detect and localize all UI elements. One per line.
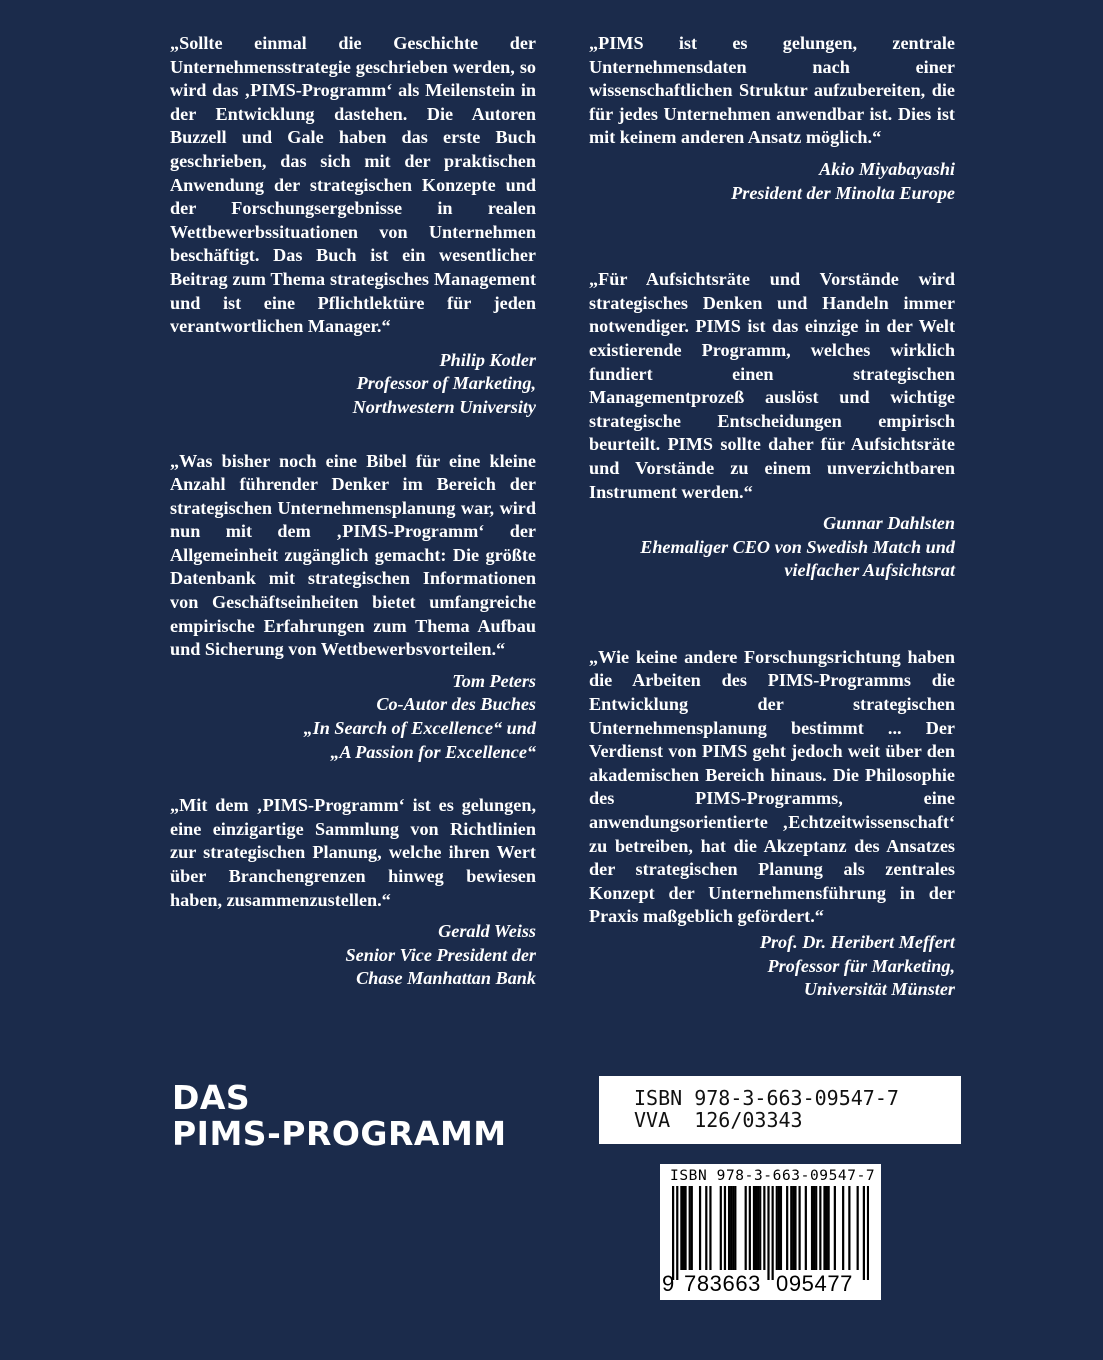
barcode-bar bbox=[682, 1186, 684, 1270]
barcode-bar bbox=[684, 1186, 686, 1270]
barcode-bar bbox=[672, 1186, 674, 1280]
attribution-line: Professor für Marketing, bbox=[767, 955, 955, 976]
right-column bbox=[589, 32, 955, 1002]
barcode-bar bbox=[805, 1186, 807, 1270]
attribution-line: President der Minolta Europe bbox=[731, 182, 955, 203]
barcode-bar bbox=[823, 1186, 825, 1270]
quote-block-weiss bbox=[170, 794, 536, 991]
quote-text: „Was bisher noch eine Bibel für eine kleine Anzahl führender Denker im Bereich der strategischen Unternehmensplanung war, wird nun mit dem ‚PIMS-Programm‘ der Allgemeinheit zugänglich gemacht: Die größte Datenbank mit strategischen Informationen von Geschäftseinheiten bietet umfangreiche empirische Erfahrungen zum Thema Aufbau und Sicherung von Wettbewerbsvorteilen.“ bbox=[170, 450, 536, 660]
vva-code: VVA 126/03343 bbox=[634, 1108, 803, 1132]
barcode-bar bbox=[772, 1186, 774, 1280]
quote-block-peters bbox=[170, 450, 536, 765]
barcode-bar bbox=[780, 1186, 782, 1270]
quote-attribution bbox=[170, 920, 536, 991]
barcode-bar bbox=[691, 1186, 693, 1270]
isbn-text: ISBN 978-3-663-09547-7 bbox=[634, 1086, 899, 1110]
quote-attribution bbox=[170, 349, 536, 420]
barcode-bar bbox=[786, 1186, 788, 1270]
barcode-bar bbox=[709, 1186, 711, 1270]
quote-attribution bbox=[170, 670, 536, 764]
barcode-bar bbox=[680, 1186, 682, 1270]
attribution-line: Chase Manhattan Bank bbox=[356, 968, 536, 989]
barcode-bar bbox=[749, 1186, 751, 1270]
attribution-line: Co-Autor des Buches bbox=[376, 694, 536, 715]
quote-attribution bbox=[589, 512, 955, 583]
book-title bbox=[172, 1080, 507, 1152]
quote-text: „PIMS ist es gelungen, zentrale Unternehmensdaten nach einer wissenschaftlichen Struktur aufzubereiten, die für jedes Unternehmen anwendbar ist. Dies ist mit keinem anderen Ansatz möglich.“ bbox=[589, 33, 955, 148]
attribution-line: Senior Vice President der bbox=[345, 944, 536, 965]
barcode-bar bbox=[763, 1186, 765, 1270]
attribution-name: Akio Miyabayashi bbox=[819, 158, 955, 179]
attribution-line: Northwestern University bbox=[352, 396, 536, 417]
barcode-bar bbox=[794, 1186, 796, 1270]
barcode-bar bbox=[790, 1186, 792, 1270]
left-column bbox=[170, 32, 536, 991]
barcode-first-digit: 9 bbox=[662, 1271, 675, 1296]
attribution-line: „In Search of Excellence“ und bbox=[303, 718, 536, 739]
barcode-bar bbox=[720, 1186, 722, 1270]
attribution-name: Gerald Weiss bbox=[438, 921, 536, 942]
quote-block-dahlsten bbox=[589, 268, 955, 583]
quote-block-meffert bbox=[589, 646, 955, 1002]
barcode-bar bbox=[819, 1186, 821, 1270]
barcode-bar bbox=[759, 1186, 761, 1270]
attribution-name: Gunnar Dahlsten bbox=[823, 513, 955, 534]
barcode-bar bbox=[676, 1186, 678, 1280]
quote-block-miyabayashi bbox=[589, 32, 955, 205]
quote-attribution bbox=[589, 158, 955, 205]
book-title-line1: DAS bbox=[172, 1078, 251, 1117]
barcode-bar bbox=[813, 1186, 815, 1270]
quote-text: „Sollte einmal die Geschichte der Unternehmensstrategie geschrieben werden, so wird das ‚PIMS-Programm‘ als Meilenstein in der Entwicklung dastehen. Die Autoren Buzzell und Gale haben das erste Buch geschrieben, das sich mit der praktischen Anwendung der strategischen Konzepte und der Forschungsergebnisse in realen Wettbewerbssituationen von Unternehmen beschäftigt. Das Buch ist ein wesentlicher Beitrag zum Thema strategisches Management und ist eine Pflichtlektüre für jeden verantwortlichen Manager.“ bbox=[170, 33, 536, 337]
barcode-bar bbox=[834, 1186, 836, 1270]
barcode-bar bbox=[848, 1186, 850, 1270]
barcode-bar bbox=[792, 1186, 794, 1270]
barcode-bar bbox=[728, 1186, 730, 1270]
attribution-name: Philip Kotler bbox=[439, 349, 536, 370]
barcode-bar bbox=[767, 1186, 769, 1280]
barcode-bar bbox=[753, 1186, 755, 1270]
quote-text: „Für Aufsichtsräte und Vorstände wird strategisches Denken und Handeln immer notwendiger. PIMS ist das einzige in der Welt existierende Programm, welches wirklich fundiert einen strategischen Managementprozeß auslöst und wichtige strategische Entscheidungen empirisch beurteilt. PIMS sollte daher für Aufsichtsräte und Vorstände zu einem unverzichtbaren Instrument werden.“ bbox=[589, 269, 955, 502]
attribution-name: Prof. Dr. Heribert Meffert bbox=[759, 932, 955, 952]
attribution-line: Universität Münster bbox=[803, 979, 955, 1000]
barcode-bars bbox=[672, 1186, 869, 1280]
barcode-bar bbox=[776, 1186, 778, 1270]
barcode-bar bbox=[857, 1186, 859, 1270]
barcode-group-left: 783663 bbox=[684, 1271, 762, 1296]
barcode-bar bbox=[732, 1186, 734, 1270]
barcode bbox=[660, 1164, 881, 1300]
attribution-line: vielfacher Aufsichtsrat bbox=[784, 560, 955, 581]
barcode-bar bbox=[730, 1186, 732, 1270]
barcode-bar bbox=[699, 1186, 701, 1270]
barcode-bar bbox=[755, 1186, 757, 1270]
quote-block-kotler bbox=[170, 32, 536, 420]
barcode-bar bbox=[734, 1186, 736, 1270]
barcode-bar bbox=[815, 1186, 817, 1270]
attribution-line: „A Passion for Excellence“ bbox=[330, 741, 536, 762]
barcode-bar bbox=[825, 1186, 827, 1270]
barcode-bar bbox=[828, 1186, 830, 1270]
attribution-line: Ehemaliger CEO von Swedish Match und bbox=[640, 536, 955, 557]
barcode-bar bbox=[757, 1186, 759, 1270]
attribution-line: Professor of Marketing, bbox=[356, 373, 536, 394]
barcode-bar bbox=[705, 1186, 707, 1270]
barcode-bar bbox=[863, 1186, 865, 1280]
book-title-line2: PIMS-PROGRAMM bbox=[172, 1114, 507, 1153]
barcode-bar bbox=[842, 1186, 844, 1270]
quote-attribution bbox=[589, 931, 955, 1002]
barcode-bar bbox=[745, 1186, 747, 1270]
barcode-isbn-text: ISBN 978-3-663-09547-7 bbox=[670, 1168, 876, 1184]
barcode-bar bbox=[724, 1186, 726, 1270]
quote-text: „Mit dem ‚PIMS-Programm‘ ist es gelungen, eine einzigartige Sammlung von Richtlinien zur strategischen Planung, welche ihren Wert über Branchengrenzen hinweg bewiesen haben, zusammenzustellen.“ bbox=[170, 795, 536, 910]
barcode-bar bbox=[811, 1186, 813, 1270]
barcode-bar bbox=[798, 1186, 800, 1270]
barcode-group-right: 095477 bbox=[776, 1271, 854, 1296]
attribution-name: Tom Peters bbox=[452, 670, 536, 691]
quote-text: „Wie keine andere Forschungsrichtung haben die Arbeiten des PIMS-Programms die Entwicklung der strategischen Unternehmensplanung bestimmt ... Der Verdienst von PIMS geht jedoch weit über den akademischen Bereich hinaus. Die Philosophie des PIMS-Programms, eine anwendungsorientierte ‚Echtzeitwissenschaft‘ zu betreiben, hat die Akzeptanz des Ansatzes der strategischen Planung als zentrales Konzept der Unternehmensführung in der Praxis maßgeblich gefördert.“ bbox=[589, 646, 955, 927]
isbn-label bbox=[599, 1076, 961, 1144]
barcode-bar bbox=[867, 1186, 869, 1280]
barcode-bar bbox=[778, 1186, 780, 1270]
barcode-bar bbox=[689, 1186, 691, 1270]
